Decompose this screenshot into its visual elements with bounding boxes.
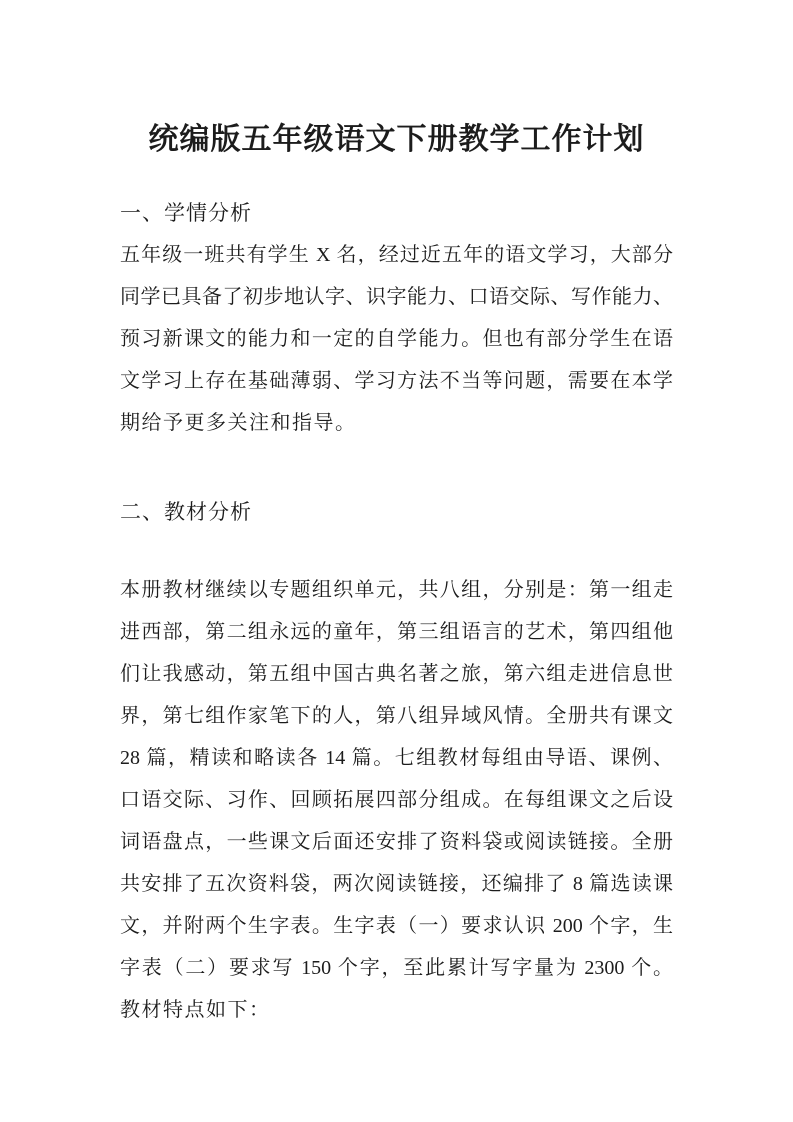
section-textbook-analysis [120, 491, 673, 1031]
document-title: 统编版五年级语文下册教学工作计划 [148, 123, 645, 156]
section-heading-textbook-analysis: 二、教材分析 [120, 500, 252, 524]
text-line: 教材特点如下： [120, 999, 271, 1021]
text-line: 预习新课文的能力和一定的自学能力。但也有部分学生在语 [120, 328, 673, 350]
section-student-analysis [120, 192, 673, 444]
text-line: 口语交际、习作、回顾拓展四部分组成。在每组课文之后设 [120, 789, 673, 811]
text-line: 字表（二）要求写 150 个字，至此累计写字量为 2300 个。 [120, 957, 673, 979]
text-line: 词语盘点，一些课文后面还安排了资料袋或阅读链接。全册 [120, 831, 673, 853]
text-line: 进西部，第二组永远的童年，第三组语言的艺术，第四组他 [120, 621, 673, 643]
text-line: 文，并附两个生字表。生字表（一）要求认识 200 个字，生 [120, 915, 673, 937]
text-line: 共安排了五次资料袋，两次阅读链接，还编排了 8 篇选读课 [120, 873, 673, 895]
paragraph-textbook-analysis [120, 569, 673, 1031]
text-line: 界，第七组作家笔下的人，第八组异域风情。全册共有课文 [120, 705, 673, 727]
text-line: 同学已具备了初步地认字、识字能力、口语交际、写作能力、 [120, 286, 673, 308]
section-heading-student-analysis: 一、学情分析 [120, 201, 252, 225]
text-line: 期给予更多关注和指导。 [120, 412, 357, 434]
text-line: 们让我感动，第五组中国古典名著之旅，第六组走进信息世 [120, 663, 673, 685]
paragraph-student-analysis [120, 234, 673, 444]
text-line: 28 篇，精读和略读各 14 篇。七组教材每组由导语、课例、 [120, 747, 673, 769]
text-line: 五年级一班共有学生 X 名，经过近五年的语文学习，大部分 [120, 244, 673, 266]
text-line: 本册教材继续以专题组织单元，共八组，分别是：第一组走 [120, 579, 673, 601]
text-line: 文学习上存在基础薄弱、学习方法不当等问题，需要在本学 [120, 370, 673, 392]
